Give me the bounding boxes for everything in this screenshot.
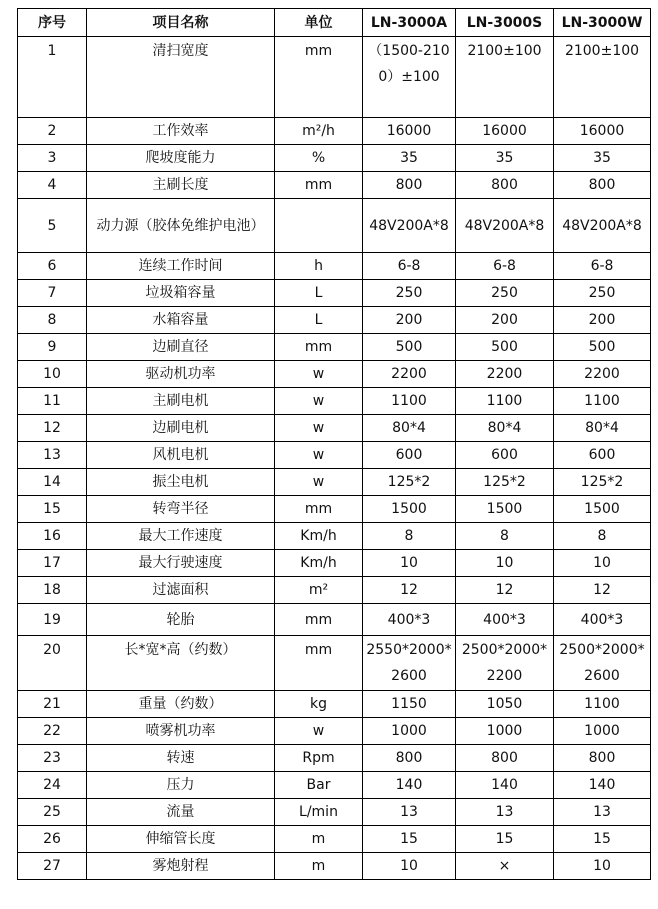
row-index: 7	[18, 280, 87, 307]
model-a-value: 6-8	[363, 253, 456, 280]
model-s-value: 1100	[456, 388, 554, 415]
unit: Bar	[275, 772, 363, 799]
item-name: 转速	[87, 745, 275, 772]
row-index: 18	[18, 577, 87, 604]
model-w-value: 2100±100	[554, 37, 651, 118]
model-w-value: 125*2	[554, 469, 651, 496]
row-index: 4	[18, 172, 87, 199]
unit	[275, 199, 363, 253]
item-name: 边刷电机	[87, 415, 275, 442]
item-name: 最大工作速度	[87, 523, 275, 550]
model-a-value: 800	[363, 172, 456, 199]
model-w-value: 10	[554, 550, 651, 577]
table-row	[18, 550, 651, 577]
model-w-value: 1100	[554, 691, 651, 718]
model-w-value: 800	[554, 745, 651, 772]
table-row	[18, 388, 651, 415]
model-w-value: 2200	[554, 361, 651, 388]
header-model-a: LN-3000A	[363, 9, 456, 37]
model-w-value: 8	[554, 523, 651, 550]
table-row	[18, 415, 651, 442]
unit: w	[275, 415, 363, 442]
row-index: 8	[18, 307, 87, 334]
row-index: 26	[18, 826, 87, 853]
header-unit: 单位	[275, 9, 363, 37]
table-row	[18, 523, 651, 550]
row-index: 6	[18, 253, 87, 280]
table-row	[18, 718, 651, 745]
row-index: 1	[18, 37, 87, 118]
header-item-name: 项目名称	[87, 9, 275, 37]
row-index: 24	[18, 772, 87, 799]
item-name: 最大行驶速度	[87, 550, 275, 577]
row-index: 11	[18, 388, 87, 415]
item-name: 爬坡度能力	[87, 145, 275, 172]
row-index: 19	[18, 604, 87, 636]
item-name: 主刷电机	[87, 388, 275, 415]
model-a-value: 1100	[363, 388, 456, 415]
model-w-value: 1000	[554, 718, 651, 745]
row-index: 20	[18, 636, 87, 691]
model-a-value: 1000	[363, 718, 456, 745]
model-s-value: 600	[456, 442, 554, 469]
row-index: 9	[18, 334, 87, 361]
row-index: 23	[18, 745, 87, 772]
model-a-value: 2550*2000*2600	[363, 636, 456, 691]
table-row	[18, 253, 651, 280]
unit: h	[275, 253, 363, 280]
unit: w	[275, 469, 363, 496]
unit: L	[275, 280, 363, 307]
model-s-value: 80*4	[456, 415, 554, 442]
model-s-value: 200	[456, 307, 554, 334]
table-row	[18, 772, 651, 799]
model-a-value: （1500-2100）±100	[363, 37, 456, 118]
table-row	[18, 799, 651, 826]
item-name: 伸缩管长度	[87, 826, 275, 853]
model-a-value: 200	[363, 307, 456, 334]
model-w-value: 13	[554, 799, 651, 826]
model-w-value: 35	[554, 145, 651, 172]
model-a-value: 48V200A*8	[363, 199, 456, 253]
model-s-value: 48V200A*8	[456, 199, 554, 253]
model-a-value: 800	[363, 745, 456, 772]
table-row	[18, 118, 651, 145]
item-name: 轮胎	[87, 604, 275, 636]
item-name: 工作效率	[87, 118, 275, 145]
table-row	[18, 334, 651, 361]
model-s-value: 800	[456, 745, 554, 772]
item-name: 振尘电机	[87, 469, 275, 496]
row-index: 15	[18, 496, 87, 523]
model-a-value: 12	[363, 577, 456, 604]
model-a-value: 80*4	[363, 415, 456, 442]
header-model-w: LN-3000W	[554, 9, 651, 37]
row-index: 16	[18, 523, 87, 550]
model-s-value: 12	[456, 577, 554, 604]
model-w-value: 140	[554, 772, 651, 799]
model-a-value: 125*2	[363, 469, 456, 496]
model-s-value: 6-8	[456, 253, 554, 280]
table-row	[18, 37, 651, 118]
model-s-value: 125*2	[456, 469, 554, 496]
model-a-value: 250	[363, 280, 456, 307]
model-s-value: 800	[456, 172, 554, 199]
table-row	[18, 442, 651, 469]
model-s-value: 35	[456, 145, 554, 172]
table-row	[18, 826, 651, 853]
model-s-value: 400*3	[456, 604, 554, 636]
item-name: 连续工作时间	[87, 253, 275, 280]
table-row	[18, 145, 651, 172]
table-row	[18, 361, 651, 388]
unit: m	[275, 826, 363, 853]
unit: w	[275, 718, 363, 745]
item-name: 动力源（胶体免维护电池）	[87, 199, 275, 253]
model-w-value: 1500	[554, 496, 651, 523]
model-s-value: 2100±100	[456, 37, 554, 118]
model-s-value: 15	[456, 826, 554, 853]
header-model-s: LN-3000S	[456, 9, 554, 37]
item-name: 长*宽*高（约数）	[87, 636, 275, 691]
item-name: 清扫宽度	[87, 37, 275, 118]
unit: w	[275, 442, 363, 469]
item-name: 雾炮射程	[87, 853, 275, 880]
model-a-value: 16000	[363, 118, 456, 145]
unit: m²	[275, 577, 363, 604]
item-name: 流量	[87, 799, 275, 826]
model-a-value: 35	[363, 145, 456, 172]
table-row	[18, 691, 651, 718]
model-w-value: 16000	[554, 118, 651, 145]
item-name: 过滤面积	[87, 577, 275, 604]
model-w-value: 15	[554, 826, 651, 853]
row-index: 21	[18, 691, 87, 718]
row-index: 13	[18, 442, 87, 469]
model-a-value: 10	[363, 853, 456, 880]
model-a-value: 400*3	[363, 604, 456, 636]
row-index: 25	[18, 799, 87, 826]
model-a-value: 13	[363, 799, 456, 826]
header-row	[18, 9, 651, 37]
table-row	[18, 745, 651, 772]
model-w-value: 2500*2000*2600	[554, 636, 651, 691]
row-index: 27	[18, 853, 87, 880]
unit: Km/h	[275, 550, 363, 577]
row-index: 14	[18, 469, 87, 496]
model-w-value: 10	[554, 853, 651, 880]
row-index: 10	[18, 361, 87, 388]
model-a-value: 500	[363, 334, 456, 361]
table-row	[18, 172, 651, 199]
model-a-value: 1150	[363, 691, 456, 718]
table-row	[18, 469, 651, 496]
model-w-value: 500	[554, 334, 651, 361]
model-s-value: 1050	[456, 691, 554, 718]
table-row	[18, 636, 651, 691]
item-name: 主刷长度	[87, 172, 275, 199]
unit: mm	[275, 604, 363, 636]
unit: mm	[275, 37, 363, 118]
model-s-value: 16000	[456, 118, 554, 145]
model-a-value: 15	[363, 826, 456, 853]
unit: %	[275, 145, 363, 172]
item-name: 水箱容量	[87, 307, 275, 334]
table-row	[18, 199, 651, 253]
unit: mm	[275, 334, 363, 361]
item-name: 压力	[87, 772, 275, 799]
unit: kg	[275, 691, 363, 718]
unit: w	[275, 361, 363, 388]
unit: m²/h	[275, 118, 363, 145]
model-a-value: 2200	[363, 361, 456, 388]
model-w-value: 800	[554, 172, 651, 199]
header-index: 序号	[18, 9, 87, 37]
model-s-value: 500	[456, 334, 554, 361]
item-name: 垃圾箱容量	[87, 280, 275, 307]
model-s-value: 140	[456, 772, 554, 799]
unit: L	[275, 307, 363, 334]
spec-table	[17, 8, 651, 880]
model-w-value: 6-8	[554, 253, 651, 280]
row-index: 17	[18, 550, 87, 577]
unit: w	[275, 388, 363, 415]
model-s-value: 10	[456, 550, 554, 577]
unit: L/min	[275, 799, 363, 826]
model-a-value: 600	[363, 442, 456, 469]
row-index: 12	[18, 415, 87, 442]
model-w-value: 12	[554, 577, 651, 604]
item-name: 转弯半径	[87, 496, 275, 523]
row-index: 5	[18, 199, 87, 253]
table-row	[18, 604, 651, 636]
table-row	[18, 577, 651, 604]
row-index: 3	[18, 145, 87, 172]
model-w-value: 200	[554, 307, 651, 334]
item-name: 驱动机功率	[87, 361, 275, 388]
model-a-value: 140	[363, 772, 456, 799]
unit: Km/h	[275, 523, 363, 550]
model-a-value: 10	[363, 550, 456, 577]
model-s-value: 2200	[456, 361, 554, 388]
unit: mm	[275, 496, 363, 523]
item-name: 重量（约数）	[87, 691, 275, 718]
unit: mm	[275, 636, 363, 691]
table-row	[18, 280, 651, 307]
model-s-value: 1000	[456, 718, 554, 745]
model-w-value: 80*4	[554, 415, 651, 442]
model-s-value: 2500*2000*2200	[456, 636, 554, 691]
model-w-value: 250	[554, 280, 651, 307]
unit: m	[275, 853, 363, 880]
item-name: 喷雾机功率	[87, 718, 275, 745]
model-s-value: 250	[456, 280, 554, 307]
model-w-value: 400*3	[554, 604, 651, 636]
table-row	[18, 307, 651, 334]
model-w-value: 1100	[554, 388, 651, 415]
unit: mm	[275, 172, 363, 199]
model-s-value: 13	[456, 799, 554, 826]
table-row	[18, 853, 651, 880]
model-w-value: 600	[554, 442, 651, 469]
model-a-value: 8	[363, 523, 456, 550]
item-name: 风机电机	[87, 442, 275, 469]
table-row	[18, 496, 651, 523]
row-index: 22	[18, 718, 87, 745]
unit: Rpm	[275, 745, 363, 772]
item-name: 边刷直径	[87, 334, 275, 361]
model-a-value: 1500	[363, 496, 456, 523]
model-s-value: 1500	[456, 496, 554, 523]
model-s-value: ×	[456, 853, 554, 880]
row-index: 2	[18, 118, 87, 145]
model-s-value: 8	[456, 523, 554, 550]
model-w-value: 48V200A*8	[554, 199, 651, 253]
